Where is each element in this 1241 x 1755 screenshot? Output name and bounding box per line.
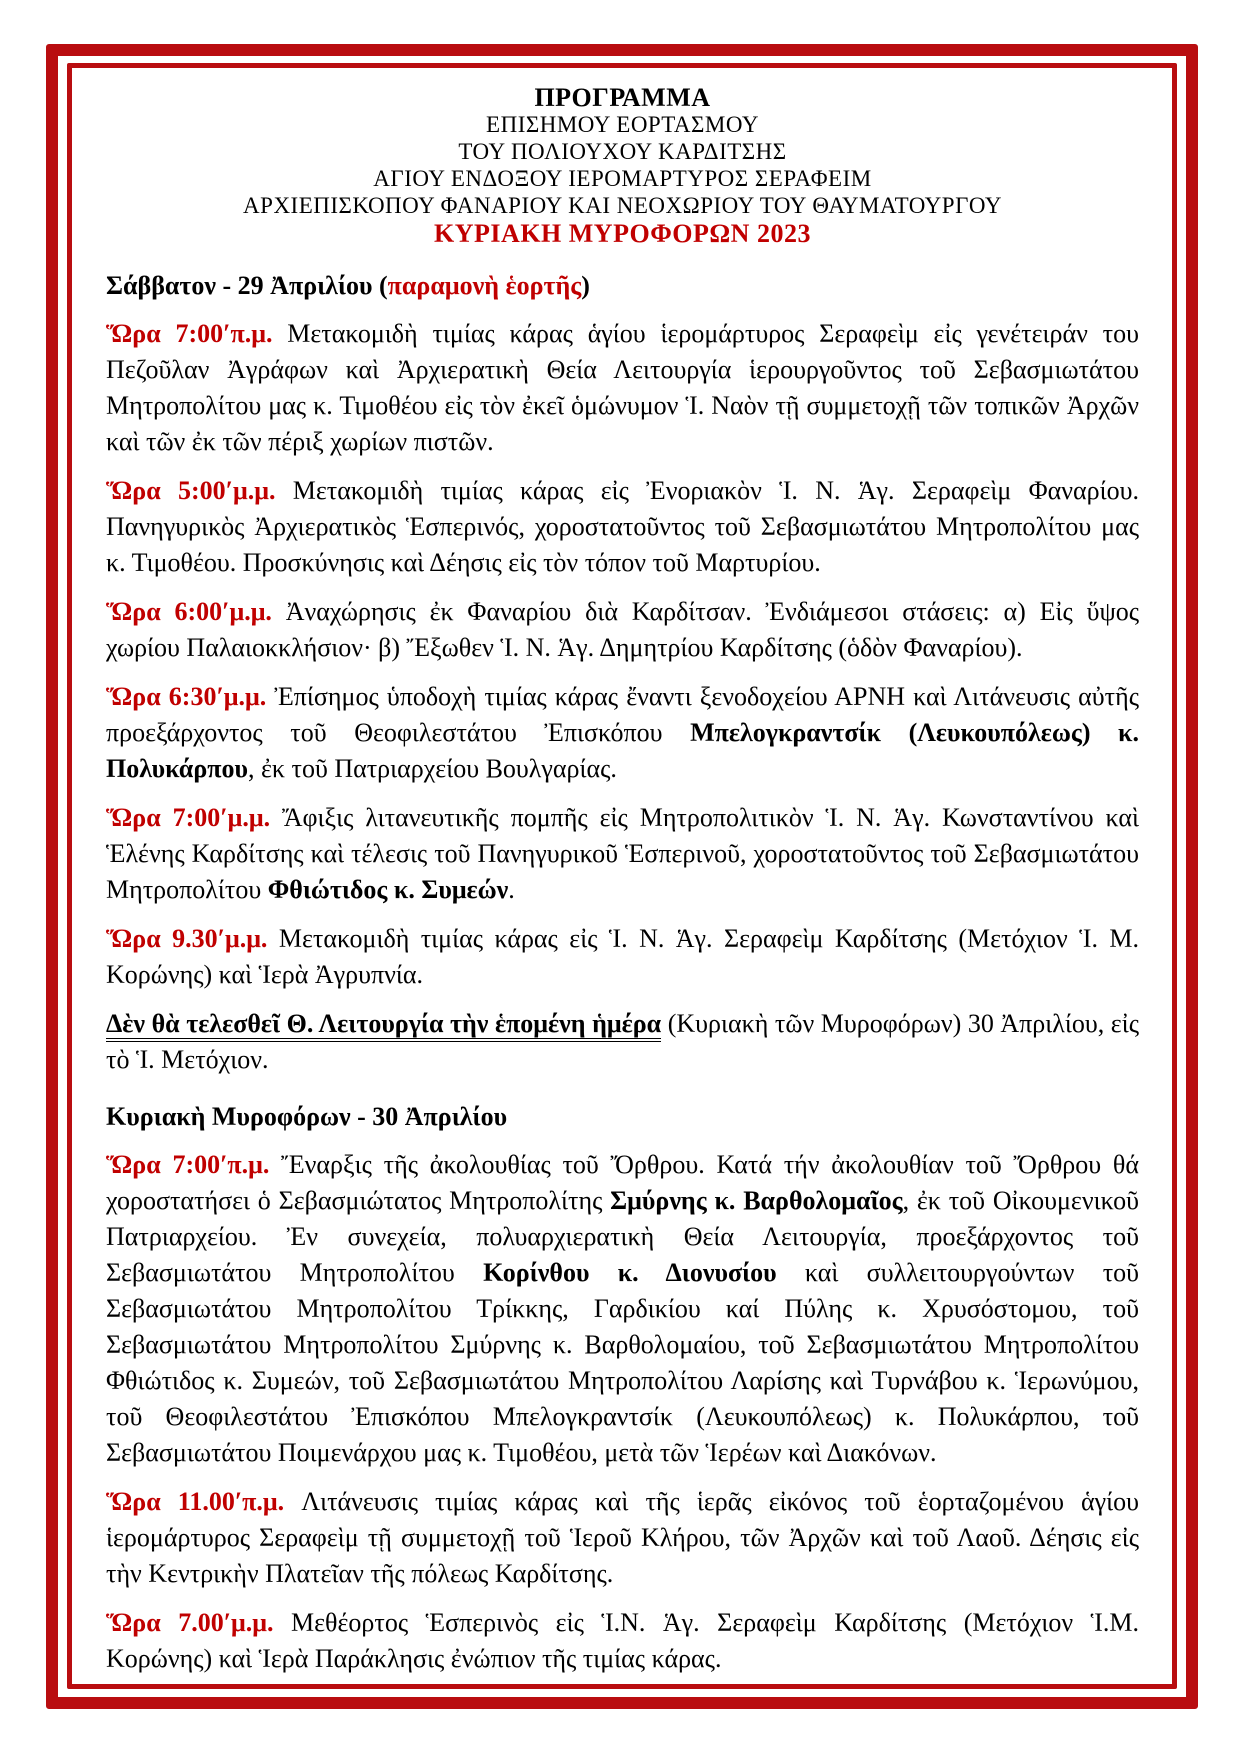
event-time-label: Ὥρα 6:00′μ.μ. xyxy=(106,597,286,626)
saturday-heading-suffix: ) xyxy=(581,271,590,300)
document-header xyxy=(106,84,1139,247)
event-description: Ἀναχώρησις ἐκ Φαναρίου διὰ Καρδίτσαν. Ἐνδιάμεσοι στάσεις: α) Εἰς ὕψος χωρίου Παλαιοκκλήσιον· β) Ἔξωθεν Ἱ. Ν. Ἁγ. Δημητρίου Καρδίτσης (ὁδὸν Φαναρίου). xyxy=(106,597,1140,662)
saturday-heading-red-text: παραμονὴ ἑορτῆς xyxy=(387,271,582,300)
event-time-label: Ὥρα 9.30′μ.μ. xyxy=(106,924,279,953)
header-title: ΠΡΟΓΡΑΜΜΑ xyxy=(534,83,711,112)
document-content xyxy=(106,84,1139,1690)
note-bold-underlined-text: Δὲν θὰ τελεσθεῖ Θ. Λειτουργία τὴν ἑπομένη ἡμέρα xyxy=(106,1009,661,1042)
event-paragraph-sat-7am xyxy=(106,316,1139,460)
saturday-section-heading xyxy=(106,269,1139,303)
event-paragraph-sun-7pm xyxy=(106,1605,1139,1677)
note-rest-text: (Κυριακὴ τῶν Μυροφόρων) 30 Ἀπριλίου, εἰς τὸ Ἱ. Μετόχιον. xyxy=(106,1009,1140,1074)
event-bold-name: Κορίνθου κ. Διονυσίου xyxy=(483,1258,777,1287)
event-bold-name: Φθιώτιδος κ. Συμεών xyxy=(267,875,509,904)
event-description: Ἐπίσημος ὑποδοχὴ τιμίας κάρας ἔναντι ξενοδοχείου ΑΡΝΗ καὶ Λιτάνευσις αὐτῆς προεξάρχοντος τοῦ Θεοφιλεστάτου Ἐπισκόπου xyxy=(106,682,1139,747)
header-subtitle-2: ΤΟΥ ΠΟΛΙΟΥΧΟΥ ΚΑΡΔΙΤΣΗΣ xyxy=(458,139,787,164)
saturday-heading-prefix: Σάββατον - 29 Ἀπριλίου ( xyxy=(106,271,388,300)
header-subtitle-1: ΕΠΙΣΗΜΟΥ ΕΟΡΤΑΣΜΟΥ xyxy=(486,112,759,137)
event-description: Μετακομιδὴ τιμίας κάρας εἰς Ἱ. Ν. Ἁγ. Σεραφεὶμ Καρδίτσης (Μετόχιον Ἱ. Μ. Κορώνης) καὶ Ἱερὰ Ἀγρυπνία. xyxy=(106,924,1140,989)
event-paragraph-sun-7am xyxy=(106,1147,1139,1471)
event-description: Λιτάνευσις τιμίας κάρας καὶ τῆς ἱερᾶς εἰκόνος τοῦ ἑορταζομένου ἁγίου ἱερομάρτυρος Σεραφεὶμ τῇ συμμετοχῇ τοῦ Ἱεροῦ Κλήρου, τῶν Ἀρχῶν καὶ τοῦ Λαοῦ. Δέησις εἰς τὴν Κεντρικὴν Πλατεῖαν τῆς πόλεως Καρδίτσης. xyxy=(106,1487,1139,1588)
event-time-label: Ὥρα 5:00′μ.μ. xyxy=(106,476,293,505)
event-paragraph-sun-11am xyxy=(106,1484,1139,1592)
event-description: , ἐκ τοῦ Πατριαρχείου Βουλγαρίας. xyxy=(247,754,617,783)
event-time-label: Ὥρα 11.00′π.μ. xyxy=(106,1487,302,1516)
header-subtitle-3: ΑΓΙΟΥ ΕΝΔΟΞΟΥ ΙΕΡΟΜΑΡΤΥΡΟΣ ΣΕΡΑΦΕΙΜ xyxy=(373,166,872,191)
event-time-label: Ὥρα 7:00′π.μ. xyxy=(106,1150,282,1179)
event-paragraph-sat-5pm xyxy=(106,473,1139,581)
header-subtitle-4: ΑΡΧΙΕΠΙΣΚΟΠΟΥ ΦΑΝΑΡΙΟΥ ΚΑΙ ΝΕΟΧΩΡΙΟΥ ΤΟΥ ΘΑΥΜΑΤΟΥΡΓΟΥ xyxy=(243,193,1002,218)
event-description: Ἔναρξις τῆς ἀκολουθίας τοῦ Ὄρθρου. Κατά τήν ἀκολουθίαν τοῦ Ὄρθρου θά χοροστατήσει ὁ Σεβασμιώτατος Μητροπολίτης xyxy=(106,1150,1139,1215)
event-description: Ἄφιξις λιτανευτικῆς πομπῆς εἰς Μητροπολιτικὸν Ἱ. Ν. Ἁγ. Κωνσταντίνου καὶ Ἑλένης Καρδίτσης καὶ τέλεσις τοῦ Πανηγυρικοῦ Ἑσπερινοῦ, χοροστατοῦντος τοῦ Σεβασμιωτάτου Μητροπολίτου xyxy=(106,803,1139,904)
event-description: , ἐκ τοῦ Οἰκουμενικοῦ Πατριαρχείου. Ἐν συνεχεία, πολυαρχιερατικὴ Θεία Λειτουργία, προεξάρχοντος τοῦ Σεβασμιωτάτου Μητροπολίτου xyxy=(106,1186,1140,1287)
event-description: Μετακομιδὴ τιμίας κάρας ἁγίου ἱερομάρτυρος Σεραφεὶμ εἰς γενέτειράν του Πεζοῦλαν Ἀγράφων καὶ Ἀρχιερατικὴ Θεία Λειτουργία ἱερουργοῦντος τοῦ Σεβασμιωτάτου Μητροπολίτου μας κ. Τιμοθέου εἰς τὸν ἐκεῖ ὁμώνυμον Ἱ. Ναὸν τῇ συμμετοχῇ τῶν τοπικῶν Ἀρχῶν καὶ τῶν ἐκ τῶν πέριξ χωρίων πιστῶν. xyxy=(106,319,1139,456)
event-bold-name: Σμύρνης κ. Βαρθολομαῖος xyxy=(610,1186,903,1215)
event-description: . xyxy=(508,875,515,904)
event-paragraph-sat-7pm xyxy=(106,800,1139,908)
sunday-section-heading: Κυριακὴ Μυροφόρων - 30 Ἀπριλίου xyxy=(106,1102,508,1131)
event-description: Μετακομιδὴ τιμίας κάρας εἰς Ἐνοριακὸν Ἱ. Ν. Ἁγ. Σεραφεὶμ Φαναρίου. Πανηγυρικὸς Ἀρχιερατικὸς Ἑσπερινός, χοροστατοῦντος τοῦ Σεβασμιωτάτου Μητροπολίτου μας κ. Τιμοθέου. Προσκύνησις καὶ Δέησις εἰς τὸν τόπον τοῦ Μαρτυρίου. xyxy=(106,476,1139,577)
event-time-label: Ὥρα 7.00′μ.μ. xyxy=(106,1608,292,1637)
event-time-label: Ὥρα 7:00′μ.μ. xyxy=(106,803,282,832)
event-paragraph-sat-930pm xyxy=(106,921,1139,993)
event-time-label: Ὥρα 7:00′π.μ. xyxy=(106,319,288,348)
event-paragraph-sat-630pm xyxy=(106,679,1139,787)
event-time-label: Ὥρα 6:30′μ.μ. xyxy=(106,682,275,711)
header-feast-line: ΚΥΡΙΑΚΗ ΜΥΡΟΦΟΡΩΝ 2023 xyxy=(434,219,811,248)
event-paragraph-sat-6pm xyxy=(106,594,1139,666)
event-bold-name: Μπελογκραντσίκ (Λευκουπόλεως) κ. Πολυκάρπου xyxy=(106,718,1139,783)
event-description: καὶ συλλειτουργούντων τοῦ Σεβασμιωτάτου Μητροπολίτου Τρίκκης, Γαρδικίου καί Πύλης κ. Χρυσόστομου, τοῦ Σεβασμιωτάτου Μητροπολίτου Σμύρνης κ. Βαρθολομαίου, τοῦ Σεβασμιωτάτου Μητροπολίτου Φθιώτιδος κ. Συμεών, τοῦ Σεβασμιωτάτου Μητροπολίτου Λαρίσης καὶ Τυρνάβου κ. Ἱερωνύμου, τοῦ Θεοφιλεστάτου Ἐπισκόπου Μπελογκραντσίκ (Λευκουπόλεως) κ. Πολυκάρπου, τοῦ Σεβασμιωτάτου Ποιμενάρχου μας κ. Τιμοθέου, μετὰ τῶν Ἱερέων καὶ Διακόνων. xyxy=(106,1258,1140,1467)
event-description: Μεθέορτος Ἑσπερινὸς εἰς Ἱ.Ν. Ἁγ. Σεραφεὶμ Καρδίτσης (Μετόχιον Ἱ.Μ. Κορώνης) καὶ Ἱερὰ Παράκλησις ἐνώπιον τῆς τιμίας κάρας. xyxy=(106,1608,1139,1673)
note-paragraph xyxy=(106,1006,1139,1078)
